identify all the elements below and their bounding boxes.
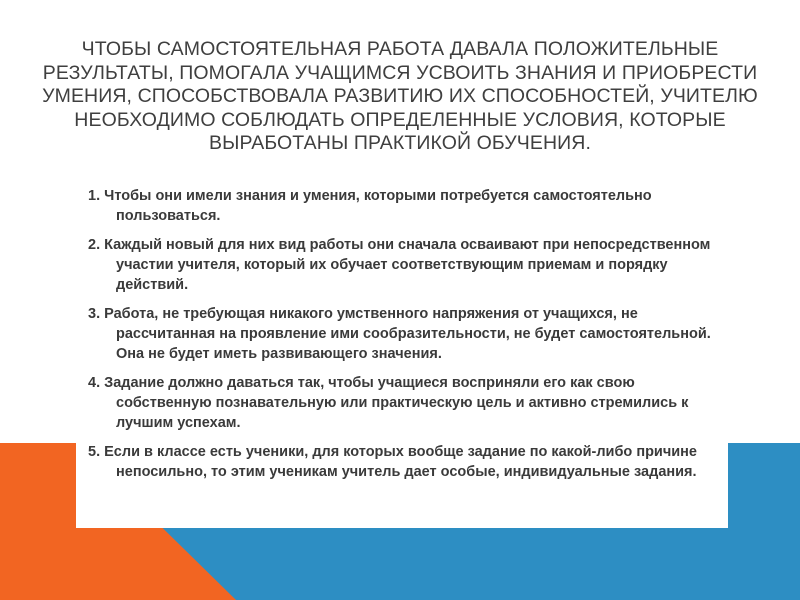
item-text: Работа, не требующая никакого умственного напряжения от учащихся, не рассчитанная на проявление ими сообразительности, не будет самостоятельной. Она не будет иметь развивающего значения. <box>104 306 711 362</box>
list-item <box>88 373 728 433</box>
conditions-list <box>88 186 728 491</box>
item-number: 3. <box>88 306 101 322</box>
item-number: 1. <box>88 188 101 204</box>
item-number: 2. <box>88 237 101 253</box>
list-item <box>88 186 728 226</box>
list-item <box>88 235 728 295</box>
item-text: Задание должно даваться так, чтобы учащиеся восприняли его как свою собственную познавательную или практическую цель и активно стремились к лучшим успехам. <box>104 375 689 431</box>
item-text: Если в классе есть ученики, для которых вообще задание по какой-либо причине непосильно, то этим ученикам учитель дает особые, индивидуальные задания. <box>104 444 697 480</box>
slide-title: ЧТОБЫ САМОСТОЯТЕЛЬНАЯ РАБОТА ДАВАЛА ПОЛОЖИТЕЛЬНЫЕ РЕЗУЛЬТАТЫ, ПОМОГАЛА УЧАЩИМСЯ УСВОИТЬ ЗНАНИЯ И ПРИОБРЕСТИ УМЕНИЯ, СПОСОБСТВОВАЛА РАЗВИТИЮ ИХ СПОСОБНОСТЕЙ, УЧИТЕЛЮ НЕОБХОДИМО СОБЛЮДАТЬ ОПРЕДЕЛЕННЫЕ УСЛОВИЯ, КОТОРЫЕ ВЫРАБОТАНЫ ПРАКТИКОЙ ОБУЧЕНИЯ. <box>42 38 758 154</box>
item-number: 5. <box>88 444 101 460</box>
item-text: Чтобы они имели знания и умения, которыми потребуется самостоятельно пользоваться. <box>104 188 652 224</box>
list-item <box>88 442 728 482</box>
item-number: 4. <box>88 375 101 391</box>
item-text: Каждый новый для них вид работы они сначала осваивают при непосредственном участии учителя, который их обучает соответствующим приемам и порядку действий. <box>104 237 711 293</box>
list-item <box>88 304 728 364</box>
